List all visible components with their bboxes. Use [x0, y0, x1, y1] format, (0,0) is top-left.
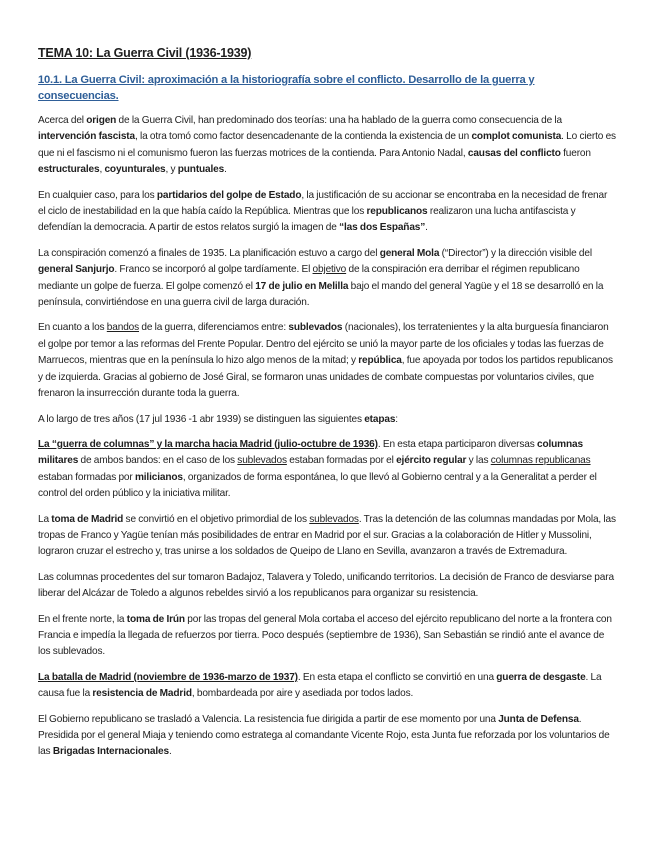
- text-run: de la Guerra Civil, han predominado dos teorías: una ha hablado de la guerra como consecuencia de la: [116, 115, 562, 126]
- text-run: . En esta etapa el conflicto se convirtió en una: [297, 671, 497, 683]
- paragraph-battle-madrid: [38, 670, 616, 703]
- text-run: de la guerra, diferenciamos entre:: [139, 322, 289, 334]
- emphasis-text: republicanos: [366, 206, 428, 218]
- paragraph-south-columns: [38, 570, 616, 603]
- paragraph-war-of-columns: [38, 437, 616, 503]
- text-run: En cuanto a los: [38, 322, 107, 334]
- document-body: [38, 113, 616, 761]
- text-run: . En esta etapa participaron diversas: [377, 438, 538, 450]
- emphasis-text: complot comunista: [471, 131, 562, 143]
- text-run: , la otra tomó como factor desencadenante de la contienda la existencia de un: [134, 131, 472, 143]
- document-title: TEMA 10: La Guerra Civil (1936-1939): [38, 46, 252, 60]
- paragraph-conspiracy: [38, 246, 616, 312]
- text-run: (nacionales), los terratenientes y la alta burguesía financiaron el golpe por temor a las reformas del Frente Popular. Dentro del ejército se unió la mayor parte de los oficiales y todas las fuerzas de Marruecos, mientras que en la península lo hizo algo menos de la mitad; y: [38, 322, 609, 367]
- text-run: . Lo cierto es que ni el fascismo ni el comunismo fueron las fuerzas motrices de la contienda. Para Antonio Nadal,: [38, 131, 616, 159]
- emphasis-text: Junta de Defensa: [498, 713, 579, 725]
- emphasis-text: partidarios del golpe de Estado: [156, 189, 302, 201]
- emphasis-text: república: [358, 355, 402, 367]
- text-run: y las: [466, 455, 491, 467]
- text-run: estaban formadas por: [38, 471, 135, 483]
- text-run: fueron: [560, 147, 591, 159]
- text-run: por las tropas del general Mola cortaba el acceso del ejército republicano del norte a la frontera con Francia e impedía la llegada de refuerzos por tierra. Poco después (septiembre de 1936), San Sebastián se rindió ante el avance de los sublevados.: [38, 613, 612, 658]
- text-run: La conspiración comenzó a finales de 1935. La planificación estuvo a cargo del: [38, 247, 380, 259]
- text-run: . Tras la detención de las columnas mandadas por Mola, las tropas de Franco y Yagüe tenían más posibilidades de entrar en Madrid por el sur. Gracias a la colaboración de Hitler y Mussolini, lograron cruzar el estrecho y, tras unirse a los soldados de Queipo de Llano en Sevilla, avanzaron a través de Extremadura.: [38, 513, 616, 558]
- text-run: :: [395, 413, 398, 425]
- emphasis-text: etapas: [364, 413, 396, 425]
- section-heading: 10.1. La Guerra Civil: aproximación a la historiografía sobre el conflicto. Desarrollo de la guerra y consecuencias.: [38, 74, 535, 102]
- text-run: La: [38, 513, 52, 525]
- text-run: Acerca del: [38, 115, 87, 126]
- emphasis-text: sublevados: [288, 322, 343, 334]
- underlined-text: sublevados: [237, 455, 287, 467]
- paragraph-junta-defensa: [38, 712, 616, 761]
- underlined-text: bandos: [106, 322, 140, 334]
- emphasis-text: toma de Irún: [126, 613, 185, 625]
- emphasis-text: “las dos Españas”: [339, 222, 426, 234]
- text-run: En el frente norte, la: [38, 613, 127, 625]
- paragraph-justification: [38, 188, 616, 237]
- underlined-text: objetivo: [312, 264, 347, 276]
- text-run: , bombardeada por aire y asediada por todos lados.: [191, 688, 414, 700]
- text-run: bajo el mando del general Yagüe y el 18 se desarrolló en la península, convirtiéndose en una guerra civil de larga duración.: [38, 280, 604, 309]
- paragraph-north-front: [38, 612, 616, 661]
- text-run: ,: [99, 164, 105, 176]
- emphasis-text: general Sanjurjo: [38, 264, 115, 276]
- text-run: se convirtió en el objetivo primordial de los: [123, 513, 310, 525]
- paragraph-sides: [38, 320, 616, 402]
- emphasis-text: origen: [86, 115, 117, 126]
- text-run: En cualquier caso, para los: [38, 189, 157, 201]
- paragraph-origin: [38, 113, 616, 179]
- text-run: , la justificación de su accionar se encontraba en la necesidad de frenar el ciclo de inestabilidad en la que había caído la República. Mientras que los: [38, 189, 608, 218]
- text-run: El Gobierno republicano se trasladó a Valencia. La resistencia fue dirigida a partir de ese momento por una: [38, 713, 499, 725]
- text-run: realizaron una lucha antifascista y defendían la democracia. A partir de estos relatos surgió la imagen de: [38, 206, 576, 234]
- text-run: (“Director”) y la dirección visible del: [439, 247, 592, 259]
- paragraph-taking-madrid: [38, 512, 616, 561]
- text-run: de la conspiración era derribar el régimen republicano mediante un golpe de fuerza. El golpe comenzó el: [38, 264, 580, 292]
- text-run: . Franco se incorporó al golpe tardíamente. El: [114, 264, 313, 276]
- text-run: estaban formadas por el: [286, 455, 397, 467]
- underlined-text: columnas republicanas: [490, 455, 591, 467]
- text-run: . Presidida por el general Miaja y teniendo como estratega al comandante Vicente Rojo, esta Junta fue reforzada por los voluntarios de las: [38, 713, 610, 758]
- text-run: , fue apoyada por todos los partidos republicanos y de izquierda. Gracias al gobierno de José Giral, se formaron unas unidades de combate compuestas por voluntarios civiles, que frenaron la insurrección durante toda la guerra.: [38, 355, 613, 400]
- emphasis-text: coyunturales: [104, 164, 166, 176]
- text-run: .: [425, 222, 428, 234]
- emphasis-text: resistencia de Madrid: [92, 688, 192, 700]
- emphasis-text: intervención fascista: [38, 131, 135, 143]
- text-run: , y: [165, 164, 178, 176]
- text-run: .: [224, 164, 227, 176]
- paragraph-stages-intro: [38, 412, 616, 428]
- emphasis-text: toma de Madrid: [51, 513, 124, 525]
- text-run: , organizados de forma espontánea, lo que llevó al Gobierno central y a la Generalitat a perder el control del orden público y la iniciativa militar.: [38, 471, 597, 500]
- emphasis-text: estructurales: [38, 164, 100, 176]
- text-run: .: [168, 746, 172, 758]
- text-run: Las columnas procedentes del sur tomaron Badajoz, Talavera y Toledo, unificando territorios. La decisión de Franco de desviarse para liberar del Alcázar de Toledo a algunos rebeldes sirvió a los republicanos para organizar su resistencia.: [38, 571, 614, 600]
- emphasis-text: causas del conflicto: [467, 147, 561, 159]
- document-page: [38, 46, 616, 770]
- emphasis-text: ejército regular: [396, 455, 467, 467]
- emphasis-text: columnas militares: [38, 438, 583, 467]
- emphasis-text: milicianos: [134, 471, 183, 483]
- emphasis-text: puntuales: [177, 164, 225, 176]
- emphasis-text: Brigadas Internacionales: [52, 746, 169, 758]
- emphasis-text: 17 de julio en Melilla: [255, 280, 349, 292]
- emphasis-text: La “guerra de columnas” y la marcha hacia Madrid (julio-octubre de 1936): [38, 438, 378, 450]
- text-run: A lo largo de tres años (17 jul 1936 -1 abr 1939) se distinguen las siguientes: [38, 413, 365, 425]
- emphasis-text: guerra de desgaste: [496, 671, 586, 683]
- emphasis-text: general Mola: [379, 247, 440, 259]
- underlined-text: sublevados: [309, 513, 359, 525]
- text-run: . La causa fue la: [38, 671, 602, 700]
- emphasis-text: La batalla de Madrid (noviembre de 1936-marzo de 1937): [38, 671, 298, 683]
- text-run: de ambos bandos: en el caso de los: [78, 455, 238, 467]
